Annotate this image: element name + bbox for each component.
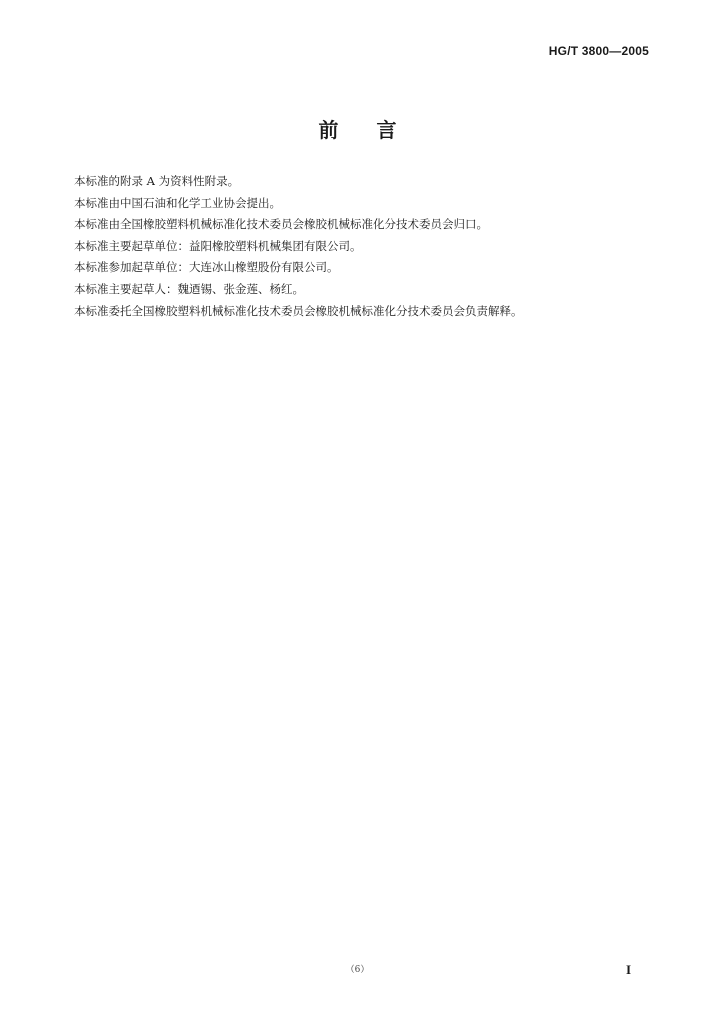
preface-paragraph: 本标准的附录 A 为资料性附录。 [74,174,240,188]
preface-paragraph: 本标准参加起草单位：大连冰山橡塑股份有限公司。 [74,260,339,275]
preface-paragraph: 本标准主要起草人：魏迺锡、张金莲、杨红。 [74,281,304,296]
page-title: 前言 [318,118,435,142]
preface-paragraph: 本标准委托全国橡胶塑料机械标准化技术委员会橡胶机械标准化分技术委员会负责解释。 [74,303,523,318]
page-number: I [625,962,631,977]
preface-paragraph: 本标准由全国橡胶塑料机械标准化技术委员会橡胶机械标准化分技术委员会归口。 [74,217,488,232]
preface-body [74,171,654,322]
preface-paragraph: 本标准由中国石油和化学工业协会提出。 [74,195,281,210]
preface-paragraph: 本标准主要起草单位：益阳橡胶塑料机械集团有限公司。 [74,238,362,253]
footer-mark: （6） [345,965,370,975]
standard-code: HG/T 3800—2005 [548,44,649,58]
